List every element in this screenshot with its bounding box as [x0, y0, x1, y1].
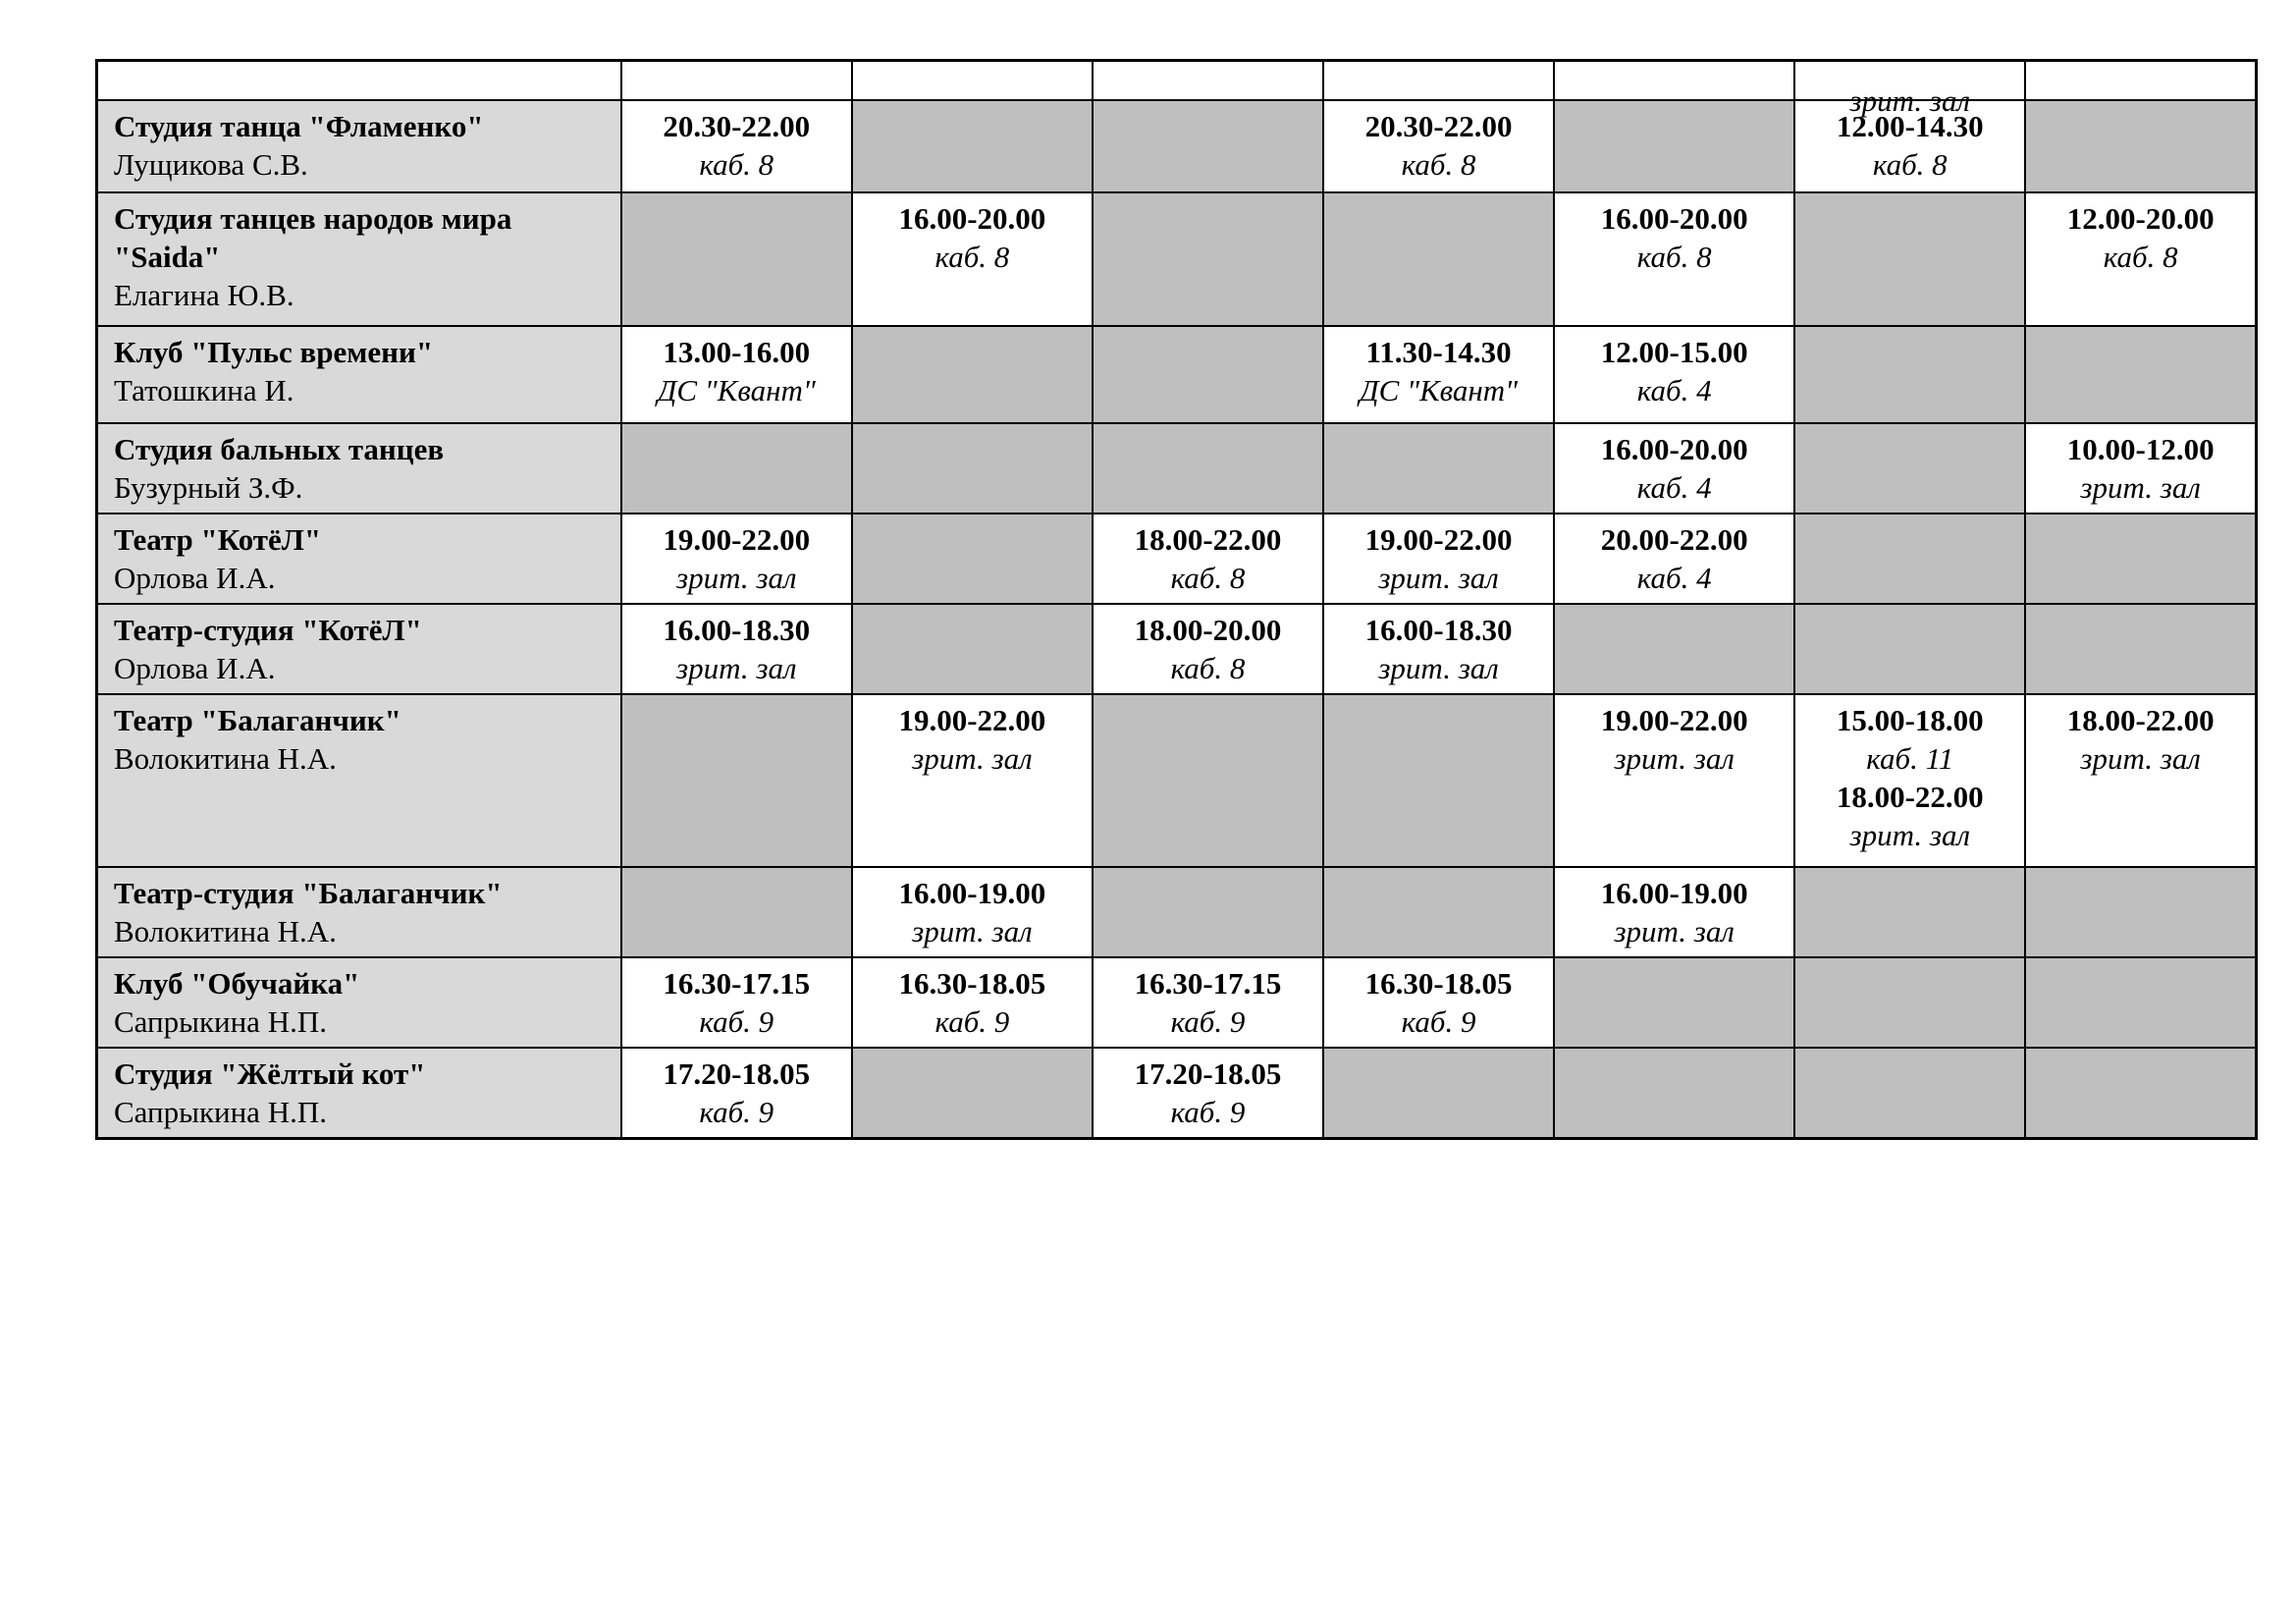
group-cell	[97, 694, 621, 867]
schedule-slot	[1554, 423, 1794, 514]
slot-room: каб. 11	[1866, 741, 1954, 776]
slot-time: 19.00-22.00	[663, 522, 811, 557]
slot-room: зрит. зал	[1849, 818, 1971, 852]
slot-room: каб. 4	[1636, 561, 1712, 595]
empty-slot	[1554, 100, 1794, 192]
slot-room: каб. 9	[1170, 1004, 1246, 1039]
empty-slot	[852, 326, 1093, 423]
empty-slot	[1323, 694, 1554, 867]
schedule-slot	[1323, 100, 1554, 192]
slot-time: 13.00-16.00	[663, 335, 811, 369]
schedule-table	[95, 59, 2258, 1140]
slot-time: 19.00-22.00	[1364, 522, 1513, 557]
schedule-slot	[1554, 326, 1794, 423]
slot-time: 12.00-20.00	[2066, 201, 2215, 236]
slot-room: каб. 8	[1872, 147, 1948, 182]
group-cell	[97, 423, 621, 514]
slot-time: 16.30-17.15	[663, 966, 811, 1001]
group-title: Клуб "Пульс времени"	[114, 335, 434, 369]
empty-slot	[1323, 423, 1554, 514]
slot-room: ДС "Квант"	[657, 373, 816, 407]
group-cell	[97, 1048, 621, 1139]
schedule-slot	[1093, 957, 1323, 1048]
empty-slot	[2025, 604, 2256, 694]
group-leader: Орлова И.А.	[114, 651, 276, 685]
group-cell	[97, 867, 621, 957]
slot-time: 10.00-12.00	[2066, 432, 2215, 466]
slot-time: 20.30-22.00	[1364, 109, 1513, 143]
slot-time: 16.30-17.15	[1134, 966, 1282, 1001]
slot-room: каб. 8	[1170, 651, 1246, 685]
schedule-slot	[852, 957, 1093, 1048]
empty-slot	[1093, 326, 1323, 423]
slot-time: 16.30-18.05	[898, 966, 1046, 1001]
empty-slot	[2025, 867, 2256, 957]
slot-room: каб. 9	[934, 1004, 1010, 1039]
group-title: Студия бальных танцев	[114, 432, 445, 466]
group-leader: Орлова И.А.	[114, 561, 276, 595]
group-title: Студия танцев народов мира "Saida"	[114, 201, 512, 274]
schedule-slot	[621, 514, 852, 604]
empty-slot	[1794, 867, 2025, 957]
schedule-row	[97, 1048, 2257, 1139]
schedule-slot	[2025, 694, 2256, 867]
slot-room: каб. 9	[699, 1004, 774, 1039]
group-leader: Сапрыкина Н.П.	[114, 1095, 327, 1129]
schedule-slot	[852, 867, 1093, 957]
empty-slot	[852, 100, 1093, 192]
empty-slot	[1554, 957, 1794, 1048]
schedule-slot	[1093, 1048, 1323, 1139]
schedule-slot	[1323, 957, 1554, 1048]
schedule-row	[97, 604, 2257, 694]
header-row	[97, 61, 2257, 101]
empty-slot	[2025, 1048, 2256, 1139]
empty-slot	[852, 1048, 1093, 1139]
schedule-slot	[852, 694, 1093, 867]
slot-room: каб. 8	[699, 147, 774, 182]
empty-slot	[2025, 957, 2256, 1048]
empty-slot	[1794, 1048, 2025, 1139]
schedule-row	[97, 694, 2257, 867]
slot-room: каб. 8	[1401, 147, 1476, 182]
slot-room: зрит. зал	[912, 741, 1033, 776]
schedule-row	[97, 326, 2257, 423]
schedule-row	[97, 867, 2257, 957]
empty-slot	[1093, 694, 1323, 867]
group-cell	[97, 192, 621, 326]
slot-room: каб. 9	[699, 1095, 774, 1129]
group-cell	[97, 957, 621, 1048]
group-leader: Сапрыкина Н.П.	[114, 1004, 327, 1039]
schedule-slot	[1554, 867, 1794, 957]
group-title: Студия танца "Фламенко"	[114, 109, 484, 143]
schedule-slot	[1794, 694, 2025, 867]
group-leader: Волокитина Н.А.	[114, 741, 337, 776]
schedule-slot	[1093, 604, 1323, 694]
group-cell	[97, 100, 621, 192]
header-cell	[2025, 61, 2256, 101]
schedule-slot	[621, 326, 852, 423]
slot-room: каб. 8	[1636, 240, 1712, 274]
slot-time: 20.00-22.00	[1600, 522, 1748, 557]
empty-slot	[621, 694, 852, 867]
empty-slot	[1093, 867, 1323, 957]
slot-time: 16.00-19.00	[898, 876, 1046, 910]
schedule-row	[97, 514, 2257, 604]
group-cell	[97, 326, 621, 423]
slot-room: каб. 4	[1636, 373, 1712, 407]
group-leader: Лущикова С.В.	[114, 147, 308, 182]
empty-slot	[1794, 514, 2025, 604]
empty-slot	[1093, 192, 1323, 326]
empty-slot	[1794, 192, 2025, 326]
empty-slot	[621, 423, 852, 514]
slot-time: 19.00-22.00	[1600, 703, 1748, 737]
empty-slot	[852, 514, 1093, 604]
slot-room: каб. 9	[1401, 1004, 1476, 1039]
group-title: Театр "Балаганчик"	[114, 703, 401, 737]
header-cell	[1323, 61, 1554, 101]
schedule-slot	[1554, 192, 1794, 326]
empty-slot	[1794, 326, 2025, 423]
overflow-note-wrap	[1795, 62, 2024, 118]
slot-time: 15.00-18.00	[1836, 703, 1984, 737]
slot-room: каб. 9	[1170, 1095, 1246, 1129]
slot-time: 19.00-22.00	[898, 703, 1046, 737]
schedule-slot	[2025, 423, 2256, 514]
schedule-slot	[621, 957, 852, 1048]
group-leader: Татошкина И.	[114, 373, 294, 407]
header-cell	[1794, 61, 2025, 118]
slot-time: 16.00-20.00	[1600, 201, 1748, 236]
header-cell	[621, 61, 852, 101]
schedule-slot	[621, 1048, 852, 1139]
slot-room: зрит. зал	[1614, 741, 1735, 776]
group-leader: Бузурный З.Ф.	[114, 470, 303, 505]
schedule-slot	[621, 100, 852, 192]
group-title: Студия "Жёлтый кот"	[114, 1056, 426, 1091]
slot-time: 17.20-18.05	[663, 1056, 811, 1091]
slot-room: каб. 8	[2103, 240, 2178, 274]
schedule-slot	[1093, 514, 1323, 604]
slot-time: 20.30-22.00	[663, 109, 811, 143]
schedule-row	[97, 423, 2257, 514]
schedule-slot	[852, 192, 1093, 326]
slot-room: зрит. зал	[2080, 470, 2201, 505]
empty-slot	[852, 604, 1093, 694]
empty-slot	[1093, 100, 1323, 192]
slot-room: зрит. зал	[676, 561, 797, 595]
slot-room: зрит. зал	[912, 914, 1033, 948]
slot-time: 12.00-15.00	[1600, 335, 1748, 369]
header-cell	[1093, 61, 1323, 101]
slot-room: зрит. зал	[1378, 651, 1499, 685]
schedule-body	[97, 61, 2257, 1139]
group-title: Клуб "Обучайка"	[114, 966, 360, 1001]
empty-slot	[621, 867, 852, 957]
schedule-slot	[2025, 192, 2256, 326]
empty-slot	[1093, 423, 1323, 514]
header-cell	[97, 61, 621, 101]
empty-slot	[1554, 1048, 1794, 1139]
empty-slot	[1794, 957, 2025, 1048]
empty-slot	[1323, 192, 1554, 326]
slot-time: 16.00-18.30	[1364, 613, 1513, 647]
empty-slot	[2025, 100, 2256, 192]
slot-time: 18.00-22.00	[1836, 780, 1984, 814]
group-cell	[97, 604, 621, 694]
empty-slot	[621, 192, 852, 326]
schedule-slot	[1323, 326, 1554, 423]
slot-room: зрит. зал	[2080, 741, 2201, 776]
empty-slot	[1323, 867, 1554, 957]
slot-time: 11.30-14.30	[1365, 335, 1512, 369]
group-cell	[97, 514, 621, 604]
slot-room: зрит. зал	[1614, 914, 1735, 948]
empty-slot	[1794, 423, 2025, 514]
schedule-slot	[1554, 514, 1794, 604]
schedule-row	[97, 957, 2257, 1048]
slot-time: 16.00-19.00	[1600, 876, 1748, 910]
schedule-slot	[1323, 514, 1554, 604]
schedule-row	[97, 192, 2257, 326]
slot-time: 18.00-22.00	[1134, 522, 1282, 557]
schedule-slot	[1323, 604, 1554, 694]
slot-room: каб. 4	[1636, 470, 1712, 505]
empty-slot	[2025, 514, 2256, 604]
slot-time: 18.00-20.00	[1134, 613, 1282, 647]
group-title: Театр "КотёЛ"	[114, 522, 322, 557]
slot-time: 16.00-20.00	[1600, 432, 1748, 466]
header-cell	[1554, 61, 1794, 101]
slot-time: 16.30-18.05	[1364, 966, 1513, 1001]
empty-slot	[2025, 326, 2256, 423]
header-cell	[852, 61, 1093, 101]
empty-slot	[1323, 1048, 1554, 1139]
schedule-slot	[621, 604, 852, 694]
slot-room: ДС "Квант"	[1359, 373, 1519, 407]
group-title: Театр-студия "Балаганчик"	[114, 876, 503, 910]
slot-time: 18.00-22.00	[2066, 703, 2215, 737]
slot-room: каб. 8	[1170, 561, 1246, 595]
slot-time: 16.00-18.30	[663, 613, 811, 647]
slot-time: 16.00-20.00	[898, 201, 1046, 236]
overflow-note: зрит. зал	[1849, 83, 1971, 118]
group-title: Театр-студия "КотёЛ"	[114, 613, 422, 647]
slot-time: 17.20-18.05	[1134, 1056, 1282, 1091]
schedule-slot	[1554, 694, 1794, 867]
slot-room: зрит. зал	[676, 651, 797, 685]
empty-slot	[1794, 604, 2025, 694]
slot-room: каб. 8	[934, 240, 1010, 274]
empty-slot	[852, 423, 1093, 514]
slot-room: зрит. зал	[1378, 561, 1499, 595]
empty-slot	[1554, 604, 1794, 694]
group-leader: Волокитина Н.А.	[114, 914, 337, 948]
group-leader: Елагина Ю.В.	[114, 278, 294, 312]
slot-time: 12.00-14.30	[1836, 109, 1984, 143]
